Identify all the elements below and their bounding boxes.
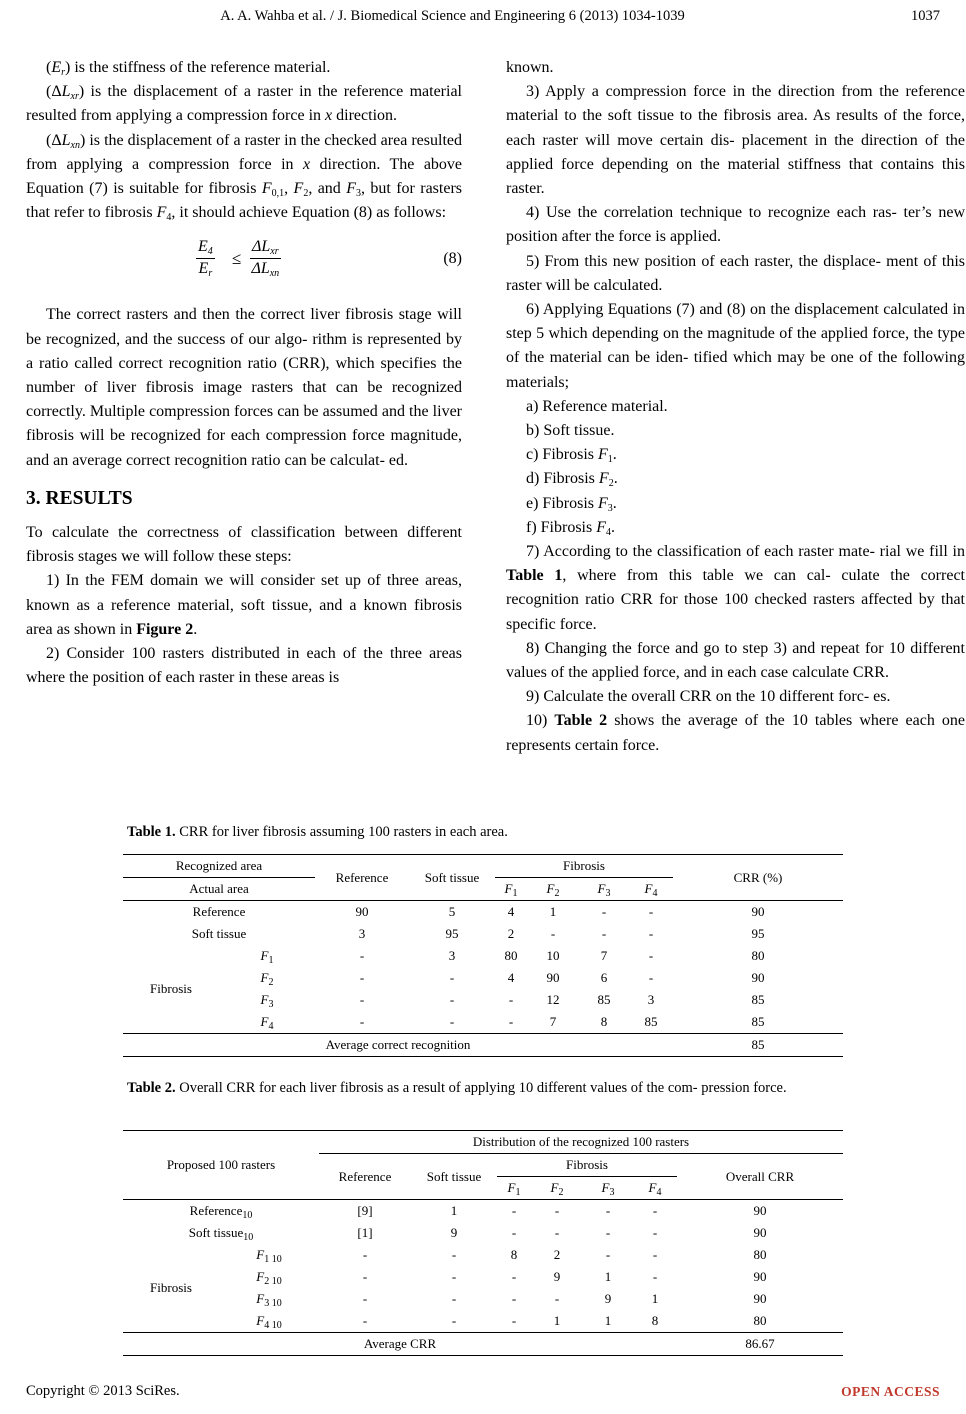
t2-row-label: $F_{3 10}$	[256, 1291, 282, 1309]
t2-cell-f2: 9	[553, 1269, 561, 1284]
t2-cell-soft: 9	[450, 1225, 458, 1240]
t1-row	[123, 923, 843, 945]
t1-h-soft: Soft tissue	[424, 869, 480, 885]
t1-cell-f2: 12	[546, 992, 560, 1007]
t2-cell-ref: [1]	[357, 1225, 373, 1240]
t1-cell-f2: 90	[546, 970, 560, 985]
t1-cell-ref: 90	[355, 904, 369, 919]
t1-cell-f4: -	[648, 970, 654, 985]
step-5: 5) From this new position of each raster, the displace- ment of this raster will be calculated.	[506, 252, 965, 294]
t1-cell-f4: 3	[647, 992, 655, 1007]
para-dlxn: $(\Delta L_{xn})$ is the displacement of a raster in the checked area resulted from applying a compression force in x direction. The above Equation (7) is suitable for fibrosis $F_{0,1}$, $F_2$, and $F_3$, but for rasters that refer to fibrosis $F_4$, it should achieve Equation (8) as follows:	[26, 131, 463, 224]
t2-cell-ref: -	[362, 1247, 368, 1262]
t1-row-label: $F_4$	[260, 1014, 274, 1032]
footer-open-access: OPEN ACCESS	[841, 1384, 940, 1399]
t1-cell-ref: -	[359, 948, 365, 963]
t1-row	[123, 945, 843, 967]
t1-row	[123, 1011, 843, 1034]
t1-cell-soft: 3	[448, 948, 456, 963]
t1-cell-f3: -	[601, 926, 607, 941]
t1-row	[123, 901, 843, 924]
list-item-f: f) Fibrosis $F_4$.	[526, 518, 616, 538]
t1-fibrosis-group-label: Fibrosis	[150, 981, 192, 996]
step-7: 7) According to the classification of each raster mate- rial we fill in Table 1, where from this table we can cal- culate the correct recognition ratio CRR for those 100 checked rasters affected by that specific force.	[506, 543, 965, 633]
t2-cell-f4: -	[652, 1247, 658, 1262]
t2-body	[123, 1200, 843, 1333]
t1-cell-f1: 2	[507, 926, 515, 941]
t2-row-label: $F_{1 10}$	[256, 1247, 282, 1265]
t1-row-label: $F_1$	[260, 948, 274, 966]
t1-h-f1: $F_1$	[504, 881, 518, 899]
eq-rhs-fraction: $\Delta L_{xr}$ $\Delta L_{xn}$	[251, 238, 280, 280]
step-9: 9) Calculate the overall CRR on the 10 different forc- es.	[526, 688, 891, 706]
table1	[123, 854, 843, 1057]
t2-h-f2: $F_2$	[550, 1180, 564, 1198]
t2-cell-f3: 1	[604, 1313, 612, 1328]
t1-cell-soft: -	[449, 1014, 455, 1029]
t1-row	[123, 967, 843, 989]
t2-row-label: $F_{2 10}$	[256, 1269, 282, 1287]
t1-h-reference: Reference	[335, 869, 389, 885]
t2-cell-f1: -	[511, 1269, 517, 1284]
t1-cell-crr: 90	[751, 904, 765, 919]
t2-cell-f4: -	[652, 1269, 658, 1284]
t1-h-recognized: Recognized area	[123, 855, 315, 878]
t1-cell-f2: 1	[549, 904, 557, 919]
t2-cell-soft: -	[451, 1269, 457, 1284]
t2-h-reference: Reference	[338, 1168, 392, 1184]
t1-cell-f2: 10	[546, 948, 560, 963]
t2-cell-ref: [9]	[357, 1203, 373, 1218]
t1-cell-f4: 85	[644, 1014, 658, 1029]
t1-cell-crr: 85	[751, 1014, 765, 1029]
t2-cell-ref: -	[362, 1291, 368, 1306]
t1-cell-f1: -	[508, 992, 514, 1007]
t2-cell-f1: -	[511, 1291, 517, 1306]
t2-cell-f3: -	[605, 1225, 611, 1240]
t2-row-label: $F_{4 10}$	[256, 1313, 282, 1331]
t2-h-f4: $F_4$	[648, 1180, 662, 1198]
table2-caption: Table 2. Overall CRR for each liver fibrosis as a result of applying 10 different values of the com- pression force.	[127, 1080, 787, 1096]
t1-h-f4: $F_4$	[644, 881, 658, 899]
t2-cell-f4: -	[652, 1203, 658, 1218]
t2-cell-ref: -	[362, 1313, 368, 1328]
footer-copyright: Copyright © 2013 SciRes.	[26, 1383, 180, 1399]
t2-row	[123, 1200, 843, 1223]
t1-cell-f1: 4	[507, 970, 515, 985]
t1-cell-f3: 7	[600, 948, 608, 963]
t1-body	[123, 901, 843, 1034]
t1-cell-f3: 8	[600, 1014, 608, 1029]
t1-cell-crr: 80	[751, 948, 765, 963]
list-item-a: a) Reference material.	[526, 397, 668, 415]
para-er: $(E_r)$ is the stiffness of the reference material.	[46, 59, 331, 78]
t1-cell-crr: 95	[751, 926, 765, 941]
t2-cell-crr: 90	[753, 1269, 767, 1284]
t2-cell-ref: -	[362, 1269, 368, 1284]
t2-cell-f4: -	[652, 1225, 658, 1240]
t1-cell-ref: -	[359, 992, 365, 1007]
t1-avg-value: 85	[751, 1037, 765, 1052]
t2-cell-f2: 2	[553, 1247, 561, 1262]
t2-cell-f2: 1	[553, 1313, 561, 1328]
step-8: 8) Changing the force and go to step 3) and repeat for 10 different values of the applied force, and in each case calculate CRR.	[506, 639, 965, 682]
t2-cell-crr: 90	[753, 1203, 767, 1218]
list-item-c: c) Fibrosis $F_1$.	[526, 446, 617, 466]
right-column	[506, 56, 965, 758]
t1-cell-ref: -	[359, 1014, 365, 1029]
t1-cell-soft: -	[449, 992, 455, 1007]
t2-cell-f2: -	[554, 1225, 560, 1240]
t1-h-f3: $F_3$	[597, 881, 611, 899]
t1-cell-ref: 3	[358, 926, 366, 941]
t1-h-fibrosis: Fibrosis	[495, 855, 673, 878]
t2-cell-f1: -	[511, 1313, 517, 1328]
t1-cell-f3: -	[601, 904, 607, 919]
t2-cell-crr: 80	[753, 1247, 767, 1262]
t1-cell-f3: 6	[600, 970, 608, 985]
t2-row-label: Reference$_{10}$	[189, 1203, 253, 1221]
t2-cell-crr: 90	[753, 1291, 767, 1306]
t1-cell-f1: -	[508, 1014, 514, 1029]
t2-cell-f4: 1	[651, 1291, 659, 1306]
list-item-b: b) Soft tissue.	[526, 422, 615, 440]
t2-cell-f3: -	[605, 1247, 611, 1262]
t1-h-actual: Actual area	[189, 881, 249, 896]
t2-cell-soft: -	[451, 1247, 457, 1262]
t2-fibrosis-group-label: Fibrosis	[150, 1280, 192, 1295]
t2-cell-f2: -	[554, 1291, 560, 1306]
t2-row	[123, 1222, 843, 1244]
t2-cell-f1: -	[511, 1225, 517, 1240]
t1-row-label: Soft tissue	[191, 926, 247, 941]
t2-cell-soft: 1	[450, 1203, 458, 1218]
t2-cell-f3: 9	[604, 1291, 612, 1306]
left-column	[26, 56, 462, 690]
t2-h-f1: $F_1$	[507, 1180, 521, 1198]
t2-cell-soft: -	[451, 1291, 457, 1306]
t1-cell-f4: -	[648, 948, 654, 963]
t2-h-dist: Distribution of the recognized 100 rasters	[319, 1131, 843, 1154]
eq-lhs-fraction: $\frac{E_4}{E_r}$	[198, 238, 213, 280]
t1-cell-soft: 95	[445, 926, 459, 941]
t1-h-f2: $F_2$	[546, 881, 560, 899]
eq-label: (8)	[443, 250, 462, 268]
step-3: 3) Apply a compression force in the direction from the reference material to the soft tissue to the fibrosis area. As results of the force, each raster will move certain dis- placement in the direction of the applied force depending on the material stiffness that contains this raster.	[506, 83, 965, 198]
t2-cell-f2: -	[554, 1203, 560, 1218]
t2-row-label: Soft tissue$_{10}$	[188, 1225, 254, 1243]
t1-row	[123, 989, 843, 1011]
t1-h-crr: CRR (%)	[733, 869, 783, 885]
t2-cell-f3: -	[605, 1203, 611, 1218]
t1-cell-f3: 85	[597, 992, 611, 1007]
page-number: 1037	[911, 8, 940, 24]
t1-cell-soft: 5	[448, 904, 456, 919]
step-1: 1) In the FEM domain we will consider set up of three areas, known as a reference material, soft tissue, and a known fibrosis area as shown in Figure 2.	[26, 572, 462, 638]
t1-cell-f4: -	[648, 904, 654, 919]
t2-cell-soft: -	[451, 1313, 457, 1328]
t2-row	[123, 1288, 843, 1310]
step-4: 4) Use the correlation technique to recognize each ras- ter’s new position after the force is applied.	[506, 204, 965, 246]
t2-avg-value: 86.67	[745, 1336, 775, 1351]
t2-h-proposed: Proposed 100 rasters	[166, 1157, 276, 1172]
t2-row	[123, 1266, 843, 1288]
t1-row-label: Reference	[192, 904, 246, 919]
t2-cell-f1: -	[511, 1203, 517, 1218]
step-2: 2) Consider 100 rasters distributed in each of the three areas where the position of each raster in these areas is	[26, 645, 462, 687]
t1-row-label: $F_3$	[260, 992, 274, 1010]
t1-row-label: $F_2$	[260, 970, 274, 988]
section-heading-results: 3. RESULTS	[26, 487, 133, 509]
step-10: 10) Table 2 shows the average of the 10 tables where each one represents certain force.	[506, 712, 965, 754]
t1-cell-f1: 80	[504, 948, 518, 963]
equation-8	[26, 229, 462, 297]
t1-cell-crr: 90	[751, 970, 765, 985]
t1-cell-crr: 85	[751, 992, 765, 1007]
list-item-e: e) Fibrosis $F_3$.	[526, 494, 617, 514]
t1-cell-ref: -	[359, 970, 365, 985]
t2-row	[123, 1310, 843, 1333]
t1-cell-f2: 7	[549, 1014, 557, 1029]
para-known: known.	[506, 59, 554, 76]
t1-cell-f4: -	[648, 926, 654, 941]
t2-h-overall: Overall CRR	[725, 1168, 795, 1184]
t2-row	[123, 1244, 843, 1266]
para-dlxr: $(\Delta L_{xr})$ is the displacement of a raster in the reference material resulted from applying a compression force in x direction.	[26, 83, 463, 125]
t2-cell-f3: 1	[604, 1269, 612, 1284]
eq-leq: ≤	[232, 249, 242, 269]
t2-cell-f1: 8	[510, 1247, 518, 1262]
para-crr: The correct rasters and then the correct liver fibrosis stage will be recognized, and the success of our algo- rithm is represented by a ratio called correct recognition ratio (CRR), which specifies the number of liver fibrosis image rasters that can be recognized correctly. Multiple compression forces can be assumed and the liver fibrosis will be recognized for each compression force magnitude, and an average correct recognition ratio can be calculat- ed.	[26, 306, 462, 469]
running-title: A. A. Wahba et al. / J. Biomedical Science and Engineering 6 (2013) 1034-1039	[220, 8, 685, 24]
t2-cell-crr: 90	[753, 1225, 767, 1240]
t1-avg-label: Average correct recognition	[325, 1037, 471, 1052]
t2-h-f3: $F_3$	[601, 1180, 615, 1198]
t1-cell-f2: -	[550, 926, 556, 941]
table1-caption: Table 1. CRR for liver fibrosis assuming 100 rasters in each area.	[127, 824, 508, 840]
para-steps-intro: To calculate the correctness of classification between different fibrosis stages we will follow these steps:	[26, 524, 462, 566]
t1-cell-f1: 4	[507, 904, 515, 919]
t2-cell-crr: 80	[753, 1313, 767, 1328]
table2	[123, 1130, 843, 1356]
list-item-d: d) Fibrosis $F_2$.	[526, 470, 618, 490]
t2-avg-label: Average CRR	[363, 1336, 437, 1351]
t1-cell-soft: -	[449, 970, 455, 985]
t2-h-fibrosis: Fibrosis	[497, 1154, 677, 1177]
t2-cell-f4: 8	[651, 1313, 659, 1328]
t2-h-soft: Soft tissue	[426, 1168, 482, 1184]
step-6: 6) Applying Equations (7) and (8) on the displacement calculated in step 5 which depending on the magnitude of the applied force, the type of the material can be iden- tified which may be one of the following materials;	[506, 301, 965, 391]
